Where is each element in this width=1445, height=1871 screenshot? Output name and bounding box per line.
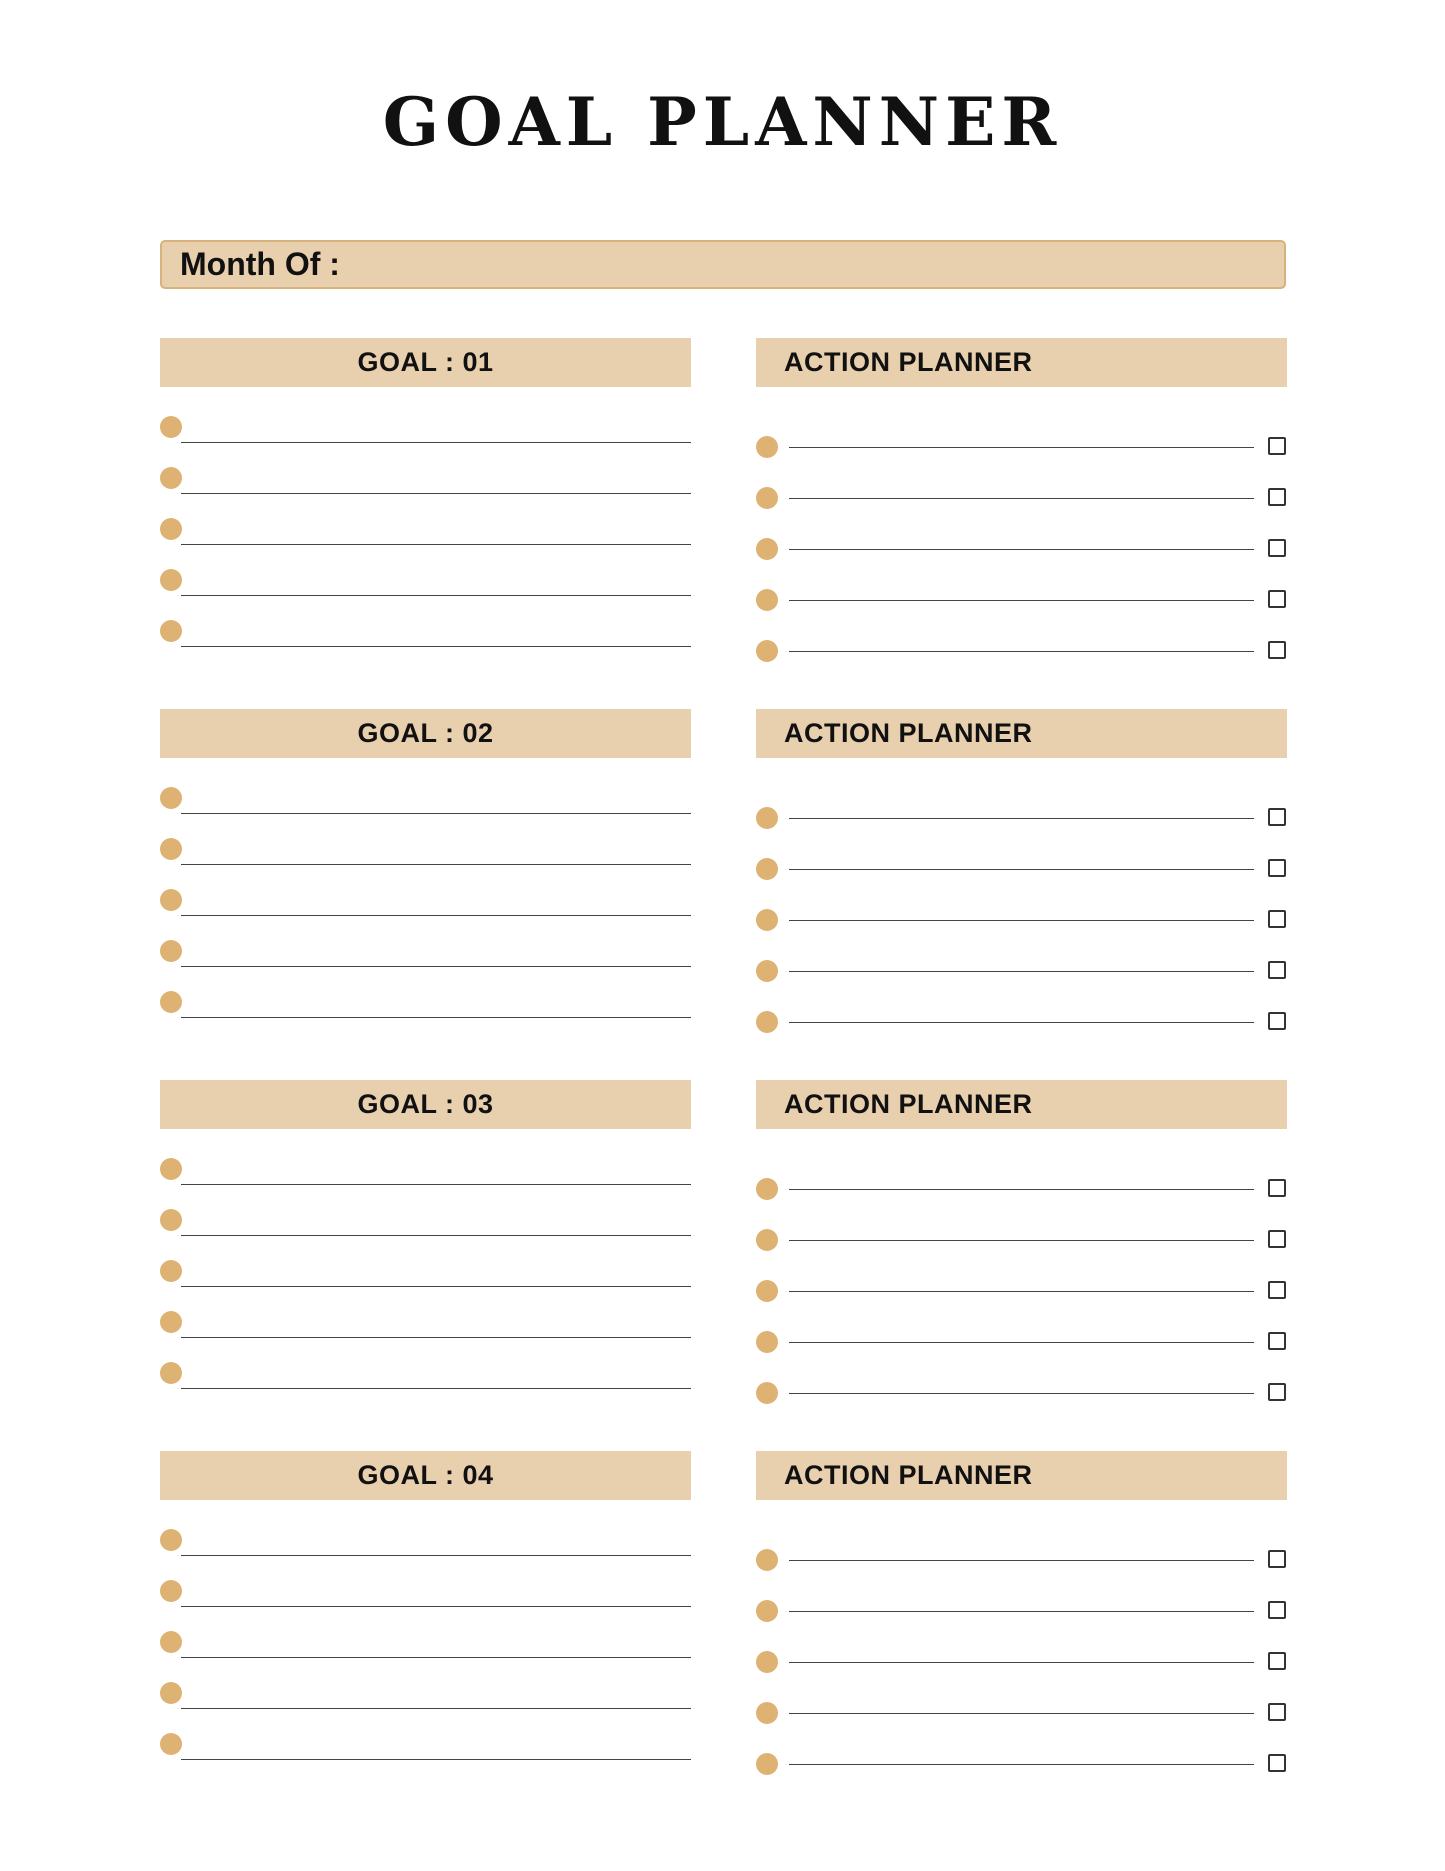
goal-writing-line[interactable]: [181, 1606, 691, 1607]
action-writing-line[interactable]: [789, 1022, 1254, 1023]
bullet-icon: [756, 1178, 778, 1200]
action-writing-line[interactable]: [789, 600, 1254, 601]
bullet-icon: [160, 1158, 182, 1180]
action-checkbox[interactable]: [1268, 1754, 1286, 1772]
action-writing-line[interactable]: [789, 447, 1254, 448]
goal-writing-line[interactable]: [181, 544, 691, 545]
action-writing-line[interactable]: [789, 1189, 1254, 1190]
action-writing-line[interactable]: [789, 1764, 1254, 1765]
goal-writing-line[interactable]: [181, 1235, 691, 1236]
goal-writing-line[interactable]: [181, 1017, 691, 1018]
month-of-field[interactable]: [160, 240, 1286, 289]
goal-header-4: GOAL : 04: [160, 1451, 691, 1500]
bullet-icon: [756, 1382, 778, 1404]
goal-writing-line[interactable]: [181, 966, 691, 967]
page-title: GOAL PLANNER: [382, 83, 1063, 161]
action-writing-line[interactable]: [789, 920, 1254, 921]
bullet-icon: [756, 1280, 778, 1302]
bullet-icon: [160, 569, 182, 591]
bullet-icon: [160, 787, 182, 809]
action-checkbox[interactable]: [1268, 437, 1286, 455]
action-checkbox[interactable]: [1268, 641, 1286, 659]
bullet-icon: [756, 1702, 778, 1724]
bullet-icon: [160, 1631, 182, 1653]
bullet-icon: [756, 858, 778, 880]
goal-writing-line[interactable]: [181, 1555, 691, 1556]
action-writing-line[interactable]: [789, 1611, 1254, 1612]
action-planner-header-2: ACTION PLANNER: [756, 709, 1287, 758]
bullet-icon: [160, 416, 182, 438]
goal-writing-line[interactable]: [181, 1708, 691, 1709]
action-checkbox[interactable]: [1268, 808, 1286, 826]
bullet-icon: [756, 436, 778, 458]
action-checkbox[interactable]: [1268, 1652, 1286, 1670]
month-of-label: Month Of :: [180, 246, 340, 282]
action-checkbox[interactable]: [1268, 961, 1286, 979]
goal-writing-line[interactable]: [181, 595, 691, 596]
action-writing-line[interactable]: [789, 818, 1254, 819]
bullet-icon: [160, 1209, 182, 1231]
goal-writing-line[interactable]: [181, 813, 691, 814]
bullet-icon: [160, 991, 182, 1013]
action-checkbox[interactable]: [1268, 1281, 1286, 1299]
bullet-icon: [160, 1362, 182, 1384]
goal-writing-line[interactable]: [181, 915, 691, 916]
goal-writing-line[interactable]: [181, 493, 691, 494]
action-checkbox[interactable]: [1268, 1550, 1286, 1568]
bullet-icon: [756, 960, 778, 982]
action-checkbox[interactable]: [1268, 910, 1286, 928]
bullet-icon: [756, 807, 778, 829]
bullet-icon: [160, 467, 182, 489]
goal-writing-line[interactable]: [181, 864, 691, 865]
bullet-icon: [756, 1600, 778, 1622]
action-writing-line[interactable]: [789, 1291, 1254, 1292]
action-writing-line[interactable]: [789, 1240, 1254, 1241]
bullet-icon: [756, 589, 778, 611]
action-writing-line[interactable]: [789, 1713, 1254, 1714]
bullet-icon: [160, 1260, 182, 1282]
bullet-icon: [756, 487, 778, 509]
action-checkbox[interactable]: [1268, 1179, 1286, 1197]
action-planner-header-1: ACTION PLANNER: [756, 338, 1287, 387]
action-writing-line[interactable]: [789, 971, 1254, 972]
action-writing-line[interactable]: [789, 869, 1254, 870]
action-planner-header-4: ACTION PLANNER: [756, 1451, 1287, 1500]
bullet-icon: [160, 1529, 182, 1551]
bullet-icon: [756, 640, 778, 662]
action-writing-line[interactable]: [789, 1560, 1254, 1561]
goal-header-3: GOAL : 03: [160, 1080, 691, 1129]
action-writing-line[interactable]: [789, 651, 1254, 652]
action-checkbox[interactable]: [1268, 488, 1286, 506]
bullet-icon: [756, 538, 778, 560]
action-writing-line[interactable]: [789, 1393, 1254, 1394]
goal-writing-line[interactable]: [181, 1337, 691, 1338]
bullet-icon: [160, 1311, 182, 1333]
bullet-icon: [160, 838, 182, 860]
bullet-icon: [756, 1229, 778, 1251]
action-writing-line[interactable]: [789, 1342, 1254, 1343]
bullet-icon: [756, 1753, 778, 1775]
bullet-icon: [756, 909, 778, 931]
bullet-icon: [756, 1651, 778, 1673]
action-checkbox[interactable]: [1268, 1703, 1286, 1721]
action-writing-line[interactable]: [789, 1662, 1254, 1663]
action-writing-line[interactable]: [789, 498, 1254, 499]
action-checkbox[interactable]: [1268, 1012, 1286, 1030]
bullet-icon: [756, 1549, 778, 1571]
goal-writing-line[interactable]: [181, 1388, 691, 1389]
action-checkbox[interactable]: [1268, 1230, 1286, 1248]
bullet-icon: [160, 940, 182, 962]
goal-writing-line[interactable]: [181, 1759, 691, 1760]
goal-writing-line[interactable]: [181, 1286, 691, 1287]
goal-writing-line[interactable]: [181, 646, 691, 647]
action-planner-header-3: ACTION PLANNER: [756, 1080, 1287, 1129]
bullet-icon: [160, 518, 182, 540]
action-checkbox[interactable]: [1268, 539, 1286, 557]
action-writing-line[interactable]: [789, 549, 1254, 550]
goal-writing-line[interactable]: [181, 1184, 691, 1185]
bullet-icon: [160, 620, 182, 642]
bullet-icon: [756, 1011, 778, 1033]
action-checkbox[interactable]: [1268, 590, 1286, 608]
action-checkbox[interactable]: [1268, 859, 1286, 877]
goal-writing-line[interactable]: [181, 1657, 691, 1658]
bullet-icon: [756, 1331, 778, 1353]
bullet-icon: [160, 1682, 182, 1704]
goal-writing-line[interactable]: [181, 442, 691, 443]
action-checkbox[interactable]: [1268, 1601, 1286, 1619]
bullet-icon: [160, 1580, 182, 1602]
bullet-icon: [160, 889, 182, 911]
action-checkbox[interactable]: [1268, 1332, 1286, 1350]
goal-header-2: GOAL : 02: [160, 709, 691, 758]
bullet-icon: [160, 1733, 182, 1755]
action-checkbox[interactable]: [1268, 1383, 1286, 1401]
goal-header-1: GOAL : 01: [160, 338, 691, 387]
